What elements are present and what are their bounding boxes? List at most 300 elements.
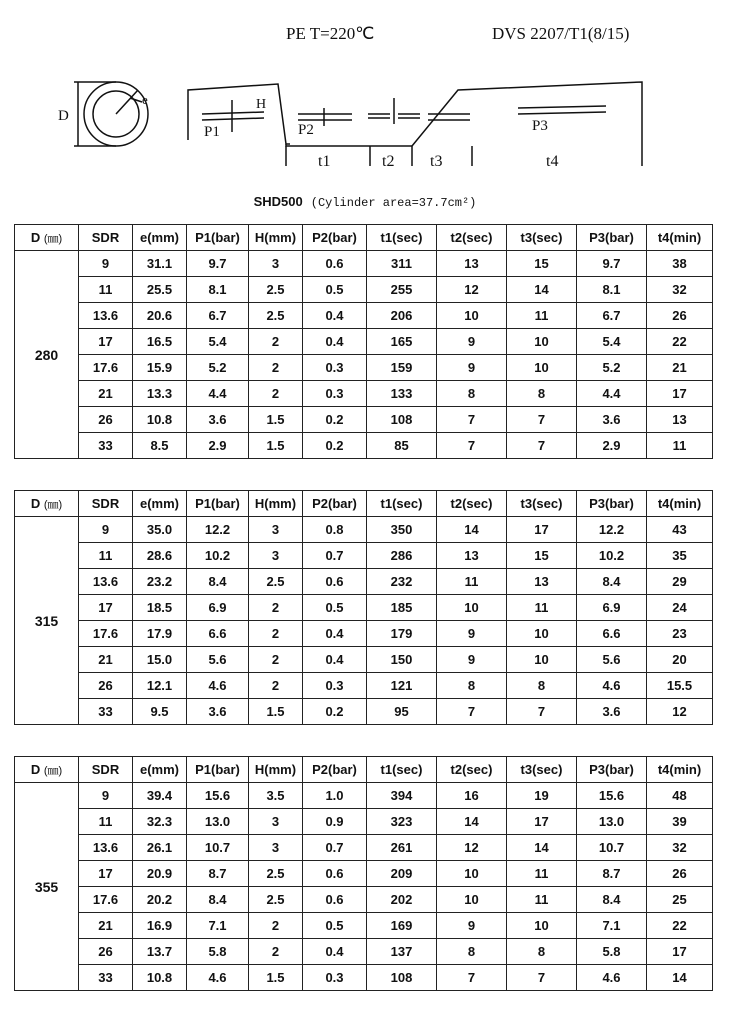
cell-t2: 13 (437, 251, 507, 277)
cell-t3: 14 (507, 835, 577, 861)
column-header-h: H(mm) (249, 225, 303, 251)
cell-t1: 150 (367, 647, 437, 673)
cell-t1: 185 (367, 595, 437, 621)
cell-t1: 121 (367, 673, 437, 699)
cell-p2: 0.4 (303, 647, 367, 673)
cell-e: 39.4 (133, 783, 187, 809)
cell-t4: 26 (647, 303, 713, 329)
cell-sdr: 9 (79, 517, 133, 543)
cell-t1: 261 (367, 835, 437, 861)
cell-t4: 15.5 (647, 673, 713, 699)
cell-p3: 8.4 (577, 887, 647, 913)
cell-t2: 12 (437, 835, 507, 861)
cell-sdr: 21 (79, 381, 133, 407)
cell-t1: 95 (367, 699, 437, 725)
cell-t1: 169 (367, 913, 437, 939)
cell-e: 20.2 (133, 887, 187, 913)
cell-t3: 17 (507, 809, 577, 835)
cell-p3: 7.1 (577, 913, 647, 939)
cell-t1: 179 (367, 621, 437, 647)
cell-p3: 4.6 (577, 673, 647, 699)
machine-subtitle (0, 194, 730, 210)
table-row (15, 835, 713, 861)
cell-e: 28.6 (133, 543, 187, 569)
cell-sdr: 17 (79, 329, 133, 355)
cell-p1: 6.9 (187, 595, 249, 621)
cell-p1: 5.4 (187, 329, 249, 355)
cell-p3: 8.7 (577, 861, 647, 887)
cell-p3: 4.4 (577, 381, 647, 407)
cell-t2: 8 (437, 939, 507, 965)
h-label: H (256, 97, 267, 112)
cell-p1: 15.6 (187, 783, 249, 809)
cell-p1: 5.2 (187, 355, 249, 381)
cell-t4: 22 (647, 329, 713, 355)
cell-t4: 38 (647, 251, 713, 277)
cell-p3: 13.0 (577, 809, 647, 835)
column-header-t4: t4(min) (647, 225, 713, 251)
cell-p1: 2.9 (187, 433, 249, 459)
cell-t2: 7 (437, 965, 507, 991)
cell-p3: 8.1 (577, 277, 647, 303)
cell-p1: 5.8 (187, 939, 249, 965)
cell-p1: 4.4 (187, 381, 249, 407)
cell-t3: 13 (507, 569, 577, 595)
cell-t4: 17 (647, 939, 713, 965)
cell-h: 1.5 (249, 699, 303, 725)
cell-t2: 8 (437, 673, 507, 699)
column-header-p1: P1(bar) (187, 491, 249, 517)
table-header-row (15, 757, 713, 783)
cell-p2: 0.3 (303, 355, 367, 381)
cell-h: 2.5 (249, 861, 303, 887)
diameter-cell: 355 (15, 783, 79, 991)
cell-p3: 5.4 (577, 329, 647, 355)
fusion-table (14, 490, 713, 725)
cell-e: 32.3 (133, 809, 187, 835)
p2-label: P2 (298, 122, 314, 138)
cell-t3: 7 (507, 433, 577, 459)
cell-p2: 0.9 (303, 809, 367, 835)
cell-p2: 0.8 (303, 517, 367, 543)
cell-p1: 8.7 (187, 861, 249, 887)
cell-t3: 15 (507, 543, 577, 569)
cell-t1: 108 (367, 965, 437, 991)
cell-t2: 9 (437, 621, 507, 647)
cell-t2: 8 (437, 381, 507, 407)
cell-p1: 10.2 (187, 543, 249, 569)
cell-t3: 7 (507, 965, 577, 991)
cell-sdr: 17.6 (79, 355, 133, 381)
cell-p3: 9.7 (577, 251, 647, 277)
fusion-table (14, 224, 713, 459)
column-header-h: H(mm) (249, 757, 303, 783)
table-row (15, 621, 713, 647)
cell-h: 3 (249, 809, 303, 835)
cell-sdr: 21 (79, 647, 133, 673)
table-row (15, 277, 713, 303)
column-header-e: e(mm) (133, 225, 187, 251)
cell-t1: 85 (367, 433, 437, 459)
cell-t1: 311 (367, 251, 437, 277)
cell-e: 20.9 (133, 861, 187, 887)
table-row (15, 329, 713, 355)
cell-p1: 8.1 (187, 277, 249, 303)
cell-t4: 48 (647, 783, 713, 809)
cell-t2: 9 (437, 647, 507, 673)
table-row (15, 809, 713, 835)
column-header-p1: P1(bar) (187, 225, 249, 251)
cell-p3: 5.6 (577, 647, 647, 673)
cell-t3: 7 (507, 407, 577, 433)
cell-t3: 10 (507, 355, 577, 381)
column-header-t1: t1(sec) (367, 225, 437, 251)
cell-t1: 232 (367, 569, 437, 595)
cell-e: 18.5 (133, 595, 187, 621)
table-row (15, 355, 713, 381)
cell-p2: 0.3 (303, 965, 367, 991)
column-header-sdr: SDR (79, 757, 133, 783)
cell-p2: 0.7 (303, 543, 367, 569)
cell-h: 2 (249, 381, 303, 407)
cell-t2: 14 (437, 517, 507, 543)
table-header-row (15, 225, 713, 251)
cell-e: 23.2 (133, 569, 187, 595)
t1-label: t1 (318, 153, 331, 170)
t2-label: t2 (382, 153, 395, 170)
table-row (15, 303, 713, 329)
cell-p2: 0.2 (303, 699, 367, 725)
table-row (15, 569, 713, 595)
cell-t3: 17 (507, 517, 577, 543)
cell-h: 1.5 (249, 965, 303, 991)
cell-t3: 8 (507, 381, 577, 407)
diameter-cell: 280 (15, 251, 79, 459)
cell-h: 2.5 (249, 277, 303, 303)
cell-h: 2 (249, 621, 303, 647)
column-header-sdr: SDR (79, 225, 133, 251)
table-row (15, 647, 713, 673)
diameter-unit: (㎜) (43, 498, 63, 511)
cell-e: 10.8 (133, 965, 187, 991)
cell-t2: 9 (437, 329, 507, 355)
cell-h: 3 (249, 835, 303, 861)
table-row (15, 939, 713, 965)
t3-label: t3 (430, 153, 443, 170)
cell-t3: 14 (507, 277, 577, 303)
cell-e: 13.3 (133, 381, 187, 407)
cell-e: 13.7 (133, 939, 187, 965)
table-row (15, 887, 713, 913)
cell-p2: 0.5 (303, 595, 367, 621)
cell-e: 16.9 (133, 913, 187, 939)
column-header-p3: P3(bar) (577, 225, 647, 251)
cell-p3: 15.6 (577, 783, 647, 809)
cell-t4: 14 (647, 965, 713, 991)
cell-p3: 3.6 (577, 699, 647, 725)
cell-p1: 10.7 (187, 835, 249, 861)
cell-e: 20.6 (133, 303, 187, 329)
cell-p2: 0.2 (303, 407, 367, 433)
cell-t2: 9 (437, 355, 507, 381)
cell-p2: 0.4 (303, 329, 367, 355)
cell-h: 2.5 (249, 887, 303, 913)
cell-h: 3 (249, 543, 303, 569)
cell-t1: 206 (367, 303, 437, 329)
cell-t2: 10 (437, 861, 507, 887)
column-header-p3: P3(bar) (577, 757, 647, 783)
cell-sdr: 26 (79, 673, 133, 699)
cell-t4: 25 (647, 887, 713, 913)
table-row (15, 517, 713, 543)
cell-p3: 2.9 (577, 433, 647, 459)
cell-t4: 32 (647, 277, 713, 303)
cell-t2: 7 (437, 699, 507, 725)
cell-h: 3.5 (249, 783, 303, 809)
cell-t1: 202 (367, 887, 437, 913)
cell-e: 25.5 (133, 277, 187, 303)
table-row (15, 783, 713, 809)
cell-p3: 5.8 (577, 939, 647, 965)
table-row (15, 251, 713, 277)
cell-t1: 133 (367, 381, 437, 407)
cell-t2: 7 (437, 433, 507, 459)
time-axis (286, 146, 642, 166)
cell-h: 2.5 (249, 303, 303, 329)
cell-t1: 286 (367, 543, 437, 569)
cell-p2: 0.6 (303, 887, 367, 913)
diameter-unit: (㎜) (43, 764, 63, 777)
cell-p3: 10.2 (577, 543, 647, 569)
cell-p2: 0.6 (303, 569, 367, 595)
cell-t2: 10 (437, 303, 507, 329)
table-row (15, 913, 713, 939)
cell-p1: 4.6 (187, 965, 249, 991)
cell-h: 2 (249, 595, 303, 621)
cell-sdr: 33 (79, 699, 133, 725)
cell-p1: 8.4 (187, 569, 249, 595)
column-header-d: D (㎜) (15, 491, 79, 517)
cell-t4: 13 (647, 407, 713, 433)
cell-e: 9.5 (133, 699, 187, 725)
cell-p3: 12.2 (577, 517, 647, 543)
cell-t1: 323 (367, 809, 437, 835)
cell-p2: 0.5 (303, 277, 367, 303)
cell-t1: 108 (367, 407, 437, 433)
cell-sdr: 13.6 (79, 835, 133, 861)
p3-label: P3 (532, 118, 548, 134)
cell-t3: 15 (507, 251, 577, 277)
cell-p3: 6.7 (577, 303, 647, 329)
cell-sdr: 9 (79, 251, 133, 277)
cell-e: 10.8 (133, 407, 187, 433)
t4-label: t4 (546, 153, 559, 170)
cell-t2: 11 (437, 569, 507, 595)
cell-t2: 13 (437, 543, 507, 569)
column-header-p3: P3(bar) (577, 491, 647, 517)
cell-h: 2 (249, 913, 303, 939)
cell-t2: 16 (437, 783, 507, 809)
column-header-t3: t3(sec) (507, 757, 577, 783)
column-header-t3: t3(sec) (507, 225, 577, 251)
cell-p1: 3.6 (187, 407, 249, 433)
column-header-t4: t4(min) (647, 491, 713, 517)
fusion-cycle-diagram (50, 62, 670, 180)
cell-p2: 0.5 (303, 913, 367, 939)
cell-p1: 5.6 (187, 647, 249, 673)
cell-t2: 12 (437, 277, 507, 303)
cell-t1: 255 (367, 277, 437, 303)
cell-sdr: 11 (79, 543, 133, 569)
cell-p3: 10.7 (577, 835, 647, 861)
cylinder-area-note: (Cylinder area=37.7cm²) (310, 196, 477, 210)
cell-t2: 10 (437, 595, 507, 621)
cell-sdr: 13.6 (79, 569, 133, 595)
cell-t1: 165 (367, 329, 437, 355)
cell-p2: 0.6 (303, 861, 367, 887)
cell-t4: 29 (647, 569, 713, 595)
cell-t1: 159 (367, 355, 437, 381)
cell-e: 12.1 (133, 673, 187, 699)
cell-sdr: 11 (79, 809, 133, 835)
cell-p2: 0.4 (303, 303, 367, 329)
column-header-p2: P2(bar) (303, 757, 367, 783)
cell-p2: 0.3 (303, 673, 367, 699)
cell-p2: 0.6 (303, 251, 367, 277)
cell-p3: 3.6 (577, 407, 647, 433)
cell-t4: 35 (647, 543, 713, 569)
column-header-t2: t2(sec) (437, 225, 507, 251)
cell-sdr: 21 (79, 913, 133, 939)
cell-p2: 0.4 (303, 939, 367, 965)
cell-t2: 7 (437, 407, 507, 433)
cell-t4: 21 (647, 355, 713, 381)
cell-p1: 4.6 (187, 673, 249, 699)
cell-p3: 6.6 (577, 621, 647, 647)
cell-p2: 0.4 (303, 621, 367, 647)
cell-h: 2 (249, 673, 303, 699)
cell-sdr: 26 (79, 939, 133, 965)
cell-p2: 0.3 (303, 381, 367, 407)
cell-sdr: 13.6 (79, 303, 133, 329)
column-header-t2: t2(sec) (437, 491, 507, 517)
table-row (15, 407, 713, 433)
column-header-t4: t4(min) (647, 757, 713, 783)
diameter-label: D (58, 108, 69, 124)
cell-p3: 5.2 (577, 355, 647, 381)
column-header-d: D (㎜) (15, 225, 79, 251)
pipe-cross-section-icon (74, 82, 148, 146)
cell-t4: 20 (647, 647, 713, 673)
column-header-t1: t1(sec) (367, 757, 437, 783)
cell-h: 2.5 (249, 569, 303, 595)
cell-p2: 0.2 (303, 433, 367, 459)
cell-t3: 11 (507, 595, 577, 621)
table-header-row (15, 491, 713, 517)
column-header-d: D (㎜) (15, 757, 79, 783)
table-row (15, 673, 713, 699)
column-header-e: e(mm) (133, 757, 187, 783)
cell-e: 31.1 (133, 251, 187, 277)
fusion-table (14, 756, 713, 991)
cell-e: 26.1 (133, 835, 187, 861)
cell-e: 17.9 (133, 621, 187, 647)
cell-t2: 10 (437, 887, 507, 913)
column-header-t2: t2(sec) (437, 757, 507, 783)
cell-t2: 14 (437, 809, 507, 835)
cell-p1: 6.6 (187, 621, 249, 647)
cell-p1: 13.0 (187, 809, 249, 835)
cell-e: 15.0 (133, 647, 187, 673)
cell-h: 1.5 (249, 407, 303, 433)
cell-sdr: 17 (79, 861, 133, 887)
cell-t3: 7 (507, 699, 577, 725)
cell-p1: 6.7 (187, 303, 249, 329)
cell-t3: 10 (507, 621, 577, 647)
cell-e: 15.9 (133, 355, 187, 381)
cell-h: 2 (249, 939, 303, 965)
cell-sdr: 26 (79, 407, 133, 433)
cell-p2: 0.7 (303, 835, 367, 861)
cell-p3: 6.9 (577, 595, 647, 621)
cell-sdr: 17.6 (79, 621, 133, 647)
cell-t1: 137 (367, 939, 437, 965)
cell-t4: 17 (647, 381, 713, 407)
cell-t4: 22 (647, 913, 713, 939)
cell-p2: 1.0 (303, 783, 367, 809)
column-header-e: e(mm) (133, 491, 187, 517)
column-header-p1: P1(bar) (187, 757, 249, 783)
diameter-unit: (㎜) (43, 232, 63, 245)
material-temperature-header: PE T=220℃ (286, 24, 375, 43)
cell-e: 35.0 (133, 517, 187, 543)
cell-p1: 3.6 (187, 699, 249, 725)
cell-p1: 12.2 (187, 517, 249, 543)
cell-e: 8.5 (133, 433, 187, 459)
cell-p1: 9.7 (187, 251, 249, 277)
diameter-cell: 315 (15, 517, 79, 725)
machine-model: SHD500 (253, 194, 303, 209)
column-header-t3: t3(sec) (507, 491, 577, 517)
table-row (15, 543, 713, 569)
cell-t1: 209 (367, 861, 437, 887)
cell-p3: 4.6 (577, 965, 647, 991)
cell-t4: 43 (647, 517, 713, 543)
cell-t3: 8 (507, 939, 577, 965)
cell-t3: 8 (507, 673, 577, 699)
cell-h: 2 (249, 355, 303, 381)
cell-t4: 26 (647, 861, 713, 887)
cell-h: 3 (249, 251, 303, 277)
cell-t3: 11 (507, 303, 577, 329)
cell-sdr: 33 (79, 433, 133, 459)
cell-h: 2 (249, 329, 303, 355)
cell-t1: 350 (367, 517, 437, 543)
cell-t4: 11 (647, 433, 713, 459)
table-row (15, 965, 713, 991)
cell-t3: 11 (507, 887, 577, 913)
cell-h: 1.5 (249, 433, 303, 459)
column-header-p2: P2(bar) (303, 225, 367, 251)
cell-sdr: 33 (79, 965, 133, 991)
p1-label: P1 (204, 124, 220, 140)
cell-p1: 8.4 (187, 887, 249, 913)
cell-t3: 10 (507, 329, 577, 355)
table-row (15, 381, 713, 407)
cell-t3: 11 (507, 861, 577, 887)
cell-t3: 19 (507, 783, 577, 809)
cell-t2: 9 (437, 913, 507, 939)
